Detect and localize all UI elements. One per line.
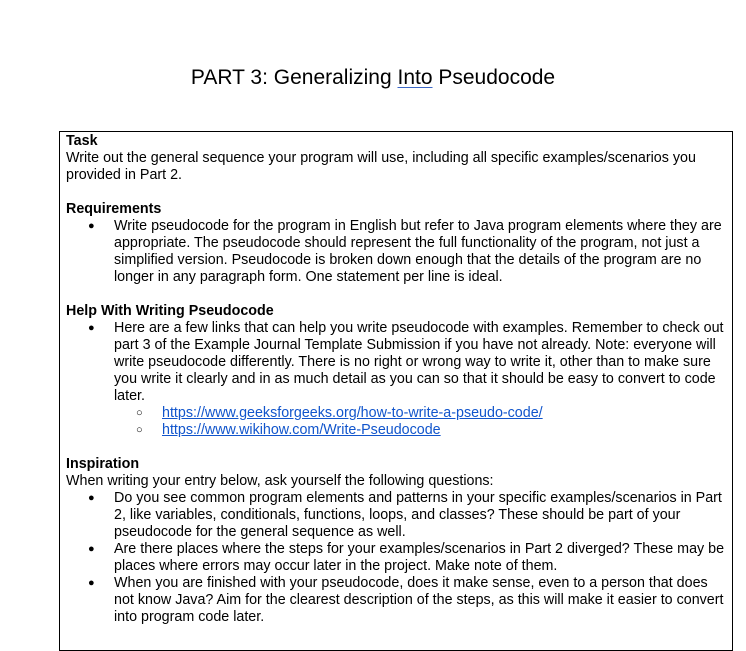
list-item — [114, 422, 728, 439]
page-title — [0, 64, 746, 92]
inspiration-intro: When writing your entry below, ask yourself the following questions: — [66, 473, 494, 489]
help-text: Here are a few links that can help you write pseudocode with examples. Remember to check out part 3 of the Example Journal Template Submission if you have not already. Note: everyone will write pseudocode differently. There is no right or wrong way to write it, other than to make sure you write it clearly and in as much detail as you can so that it should be easy to convert to code later. — [114, 320, 724, 404]
requirements-heading: Requirements — [66, 201, 162, 217]
sub-bullet-icon: ○ — [136, 407, 143, 419]
help-list — [66, 320, 728, 439]
title-prefix: PART 3: Generalizing — [190, 66, 398, 89]
list-item — [114, 405, 728, 422]
list-item — [66, 320, 728, 439]
task-text: Write out the general sequence your program will use, including all specific examples/scenarios you provided in Part 2. — [66, 150, 696, 183]
inspiration-list — [66, 490, 728, 626]
bullet-icon: ● — [88, 543, 95, 555]
bullet-icon: ● — [88, 322, 95, 334]
inspiration-question: When you are finished with your pseudocode, does it make sense, even to a person that does not know Java? Aim for the clearest description of the steps, as this will make it easier to convert into program code later. — [114, 575, 724, 625]
list-item — [66, 575, 728, 626]
instructions-content — [66, 133, 728, 626]
inspiration-question: Are there places where the steps for your examples/scenarios in Part 2 diverged? These may be places where errors may occur later in the project. Make note of them. — [114, 541, 725, 574]
bullet-icon: ● — [88, 492, 95, 504]
requirement-text: Write pseudocode for the program in English but refer to Java program elements where they are appropriate. The pseudocode should represent the full functionality of the program, not just a simplified version. Pseudocode is broken down enough that the details of the program are no longer in any paragraph form. One statement per line is ideal. — [114, 218, 722, 285]
sub-bullet-icon: ○ — [136, 424, 143, 436]
list-item — [66, 218, 728, 286]
help-heading: Help With Writing Pseudocode — [66, 303, 274, 319]
bullet-icon: ● — [88, 220, 95, 232]
bullet-icon: ● — [88, 577, 95, 589]
task-heading: Task — [66, 133, 98, 149]
title-suffix: Pseudocode — [432, 66, 556, 89]
inspiration-question: Do you see common program elements and patterns in your specific examples/scenarios in Part 2, like variables, conditionals, functions, loops, and classes? These should be part of your pseudocode for the general sequence as well. — [114, 490, 722, 540]
title-underlined-word: Into — [397, 66, 433, 89]
inspiration-heading: Inspiration — [66, 456, 140, 472]
wikihow-link[interactable]: https://www.wikihow.com/Write-Pseudocode — [162, 422, 441, 438]
list-item — [66, 541, 728, 575]
list-item — [66, 490, 728, 541]
help-links — [114, 405, 728, 439]
requirements-list — [66, 218, 728, 286]
geeksforgeeks-link[interactable]: https://www.geeksforgeeks.org/how-to-write-a-pseudo-code/ — [162, 405, 543, 421]
